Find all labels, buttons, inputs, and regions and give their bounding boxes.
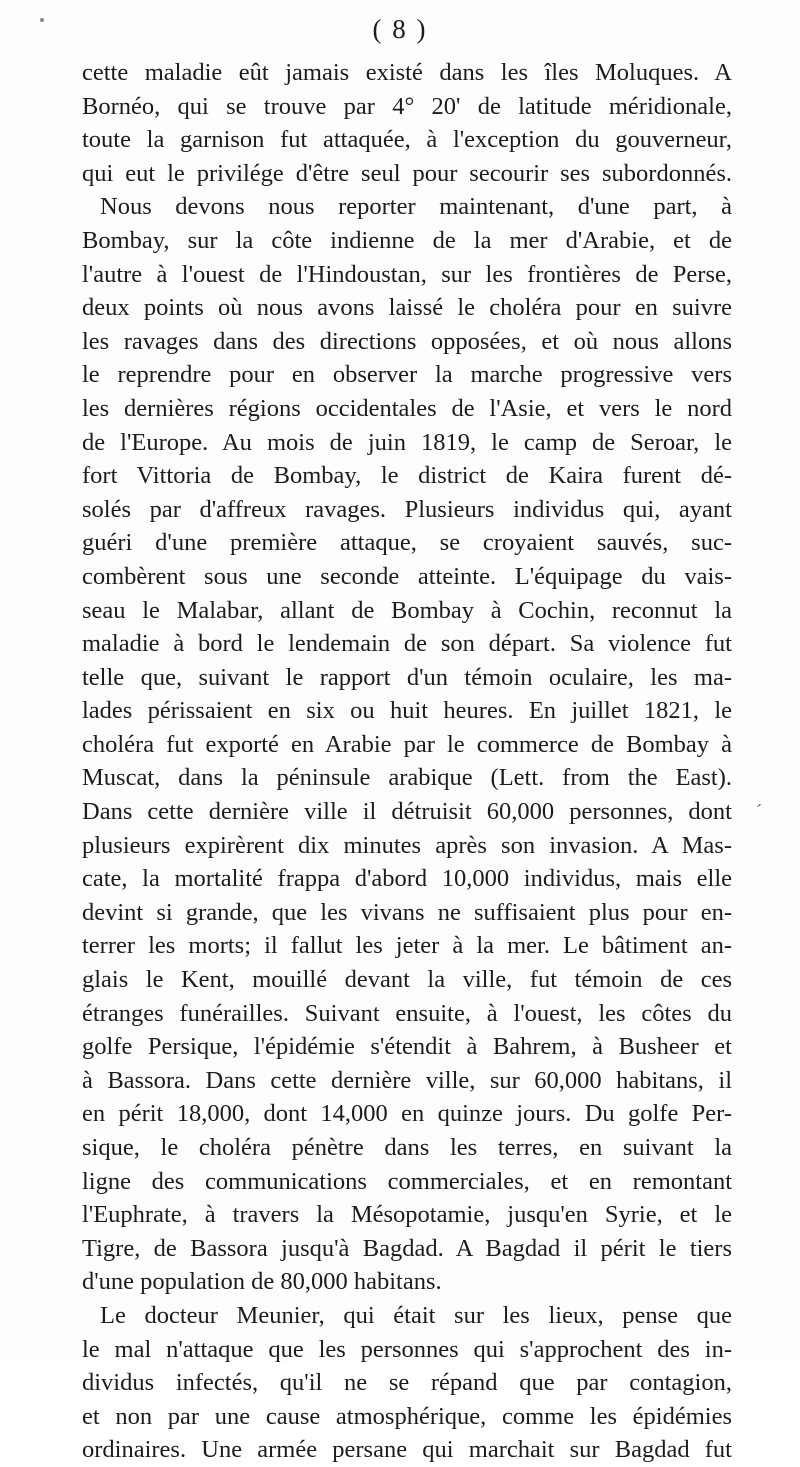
text-line: Bombay, sur la côte indienne de la mer d'Arabie, et de (82, 226, 732, 254)
text-line: de l'Europe. Au mois de juin 1819, le camp de Seroar, le (82, 428, 732, 456)
text-line: ligne des communications commerciales, et en remontant (82, 1167, 732, 1195)
text-line: fort Vittoria de Bombay, le district de Kaira furent dé- (82, 462, 732, 490)
text-line: combèrent sous une seconde atteinte. L'équipage du vais- (82, 562, 732, 590)
text-line: glais le Kent, mouillé devant la ville, fut témoin de ces (82, 966, 732, 994)
text-line: le mal n'attaque que les personnes qui s'approchent des in- (82, 1335, 732, 1363)
text-line: cette maladie eût jamais existé dans les îles Moluques. A (82, 59, 732, 86)
text-line: seau le Malabar, allant de Bombay à Cochin, reconnut la (82, 596, 732, 624)
text-line-with-margin-mark (82, 795, 762, 829)
text-line: plusieurs expirèrent dix minutes après son invasion. A Mas- (82, 831, 732, 859)
page-number: ( 8 ) (372, 14, 428, 44)
text-line: l'Euphrate, à travers la Mésopotamie, jusqu'en Syrie, et le (82, 1201, 732, 1229)
text-line: et non par une cause atmosphérique, comme les épidémies (82, 1402, 732, 1430)
margin-mark: ´ (756, 801, 762, 822)
text-line: Bornéo, qui se trouve par 4° 20' de latitude méridionale, (82, 92, 732, 120)
text-line: golfe Persique, l'épidémie s'étendit à Bahrem, à Busheer et (82, 1033, 732, 1061)
text-line: dividus infectés, qu'il ne se répand que par contagion, (82, 1369, 732, 1397)
text-line: Le docteur Meunier, qui était sur les lieux, pense que (100, 1301, 732, 1329)
text-line: d'une population de 80,000 habitans. (82, 1268, 442, 1296)
text-line: sique, le choléra pénètre dans les terres, en suivant la (82, 1134, 732, 1161)
text-line: à Bassora. Dans cette dernière ville, sur 60,000 habitans, il (82, 1066, 732, 1094)
text-line: Tigre, de Bassora jusqu'à Bagdad. A Bagdad il périt le tiers (82, 1234, 732, 1262)
text-line: telle que, suivant le rapport d'un témoin oculaire, les ma- (82, 663, 732, 691)
text-line: maladie à bord le lendemain de son départ. Sa violence fut (82, 630, 732, 658)
text-line: qui eut le privilége d'être seul pour secourir ses subordonnés. (82, 159, 732, 187)
text-line: choléra fut exporté en Arabie par le commerce de Bombay à (82, 730, 732, 758)
text-line: les dernières régions occidentales de l'Asie, et vers le nord (82, 394, 732, 422)
text-line: terrer les morts; il fallut les jeter à la mer. Le bâtiment an- (82, 932, 732, 960)
text-line: les ravages dans des directions opposées, et où nous allons (82, 327, 732, 355)
text-line: ordinaires. Une armée persane qui marchait sur Bagdad fut (82, 1436, 732, 1464)
text-line: guéri d'une première attaque, se croyaient sauvés, suc- (82, 529, 732, 557)
text-line: solés par d'affreux ravages. Plusieurs individus qui, ayant (82, 495, 732, 523)
text-line: devint si grande, que les vivans ne suffisaient plus pour en- (82, 898, 732, 926)
text-line: Nous devons nous reporter maintenant, d'une part, à (100, 193, 732, 221)
text-line: le reprendre pour en observer la marche progressive vers (82, 361, 732, 389)
text-line: en périt 18,000, dont 14,000 en quinze jours. Du golfe Per- (82, 1100, 732, 1128)
text-line: étranges funérailles. Suivant ensuite, à l'ouest, les côtes du (82, 999, 732, 1027)
text-line: deux points où nous avons laissé le choléra pour en suivre (82, 294, 732, 322)
body-text (82, 56, 762, 1467)
text-line-content: Dans cette dernière ville il détruisit 60,000 personnes, dont (82, 798, 732, 826)
text-line: lades périssaient en six ou huit heures. En juillet 1821, le (82, 697, 732, 725)
text-line: l'autre à l'ouest de l'Hindoustan, sur les frontières de Perse, (82, 260, 732, 288)
text-line: toute la garnison fut attaquée, à l'exception du gouverneur, (82, 126, 732, 154)
text-line: Muscat, dans la péninsule arabique (Lett. from the East). (82, 764, 732, 792)
text-line: cate, la mortalité frappa d'abord 10,000 individus, mais elle (82, 865, 732, 893)
